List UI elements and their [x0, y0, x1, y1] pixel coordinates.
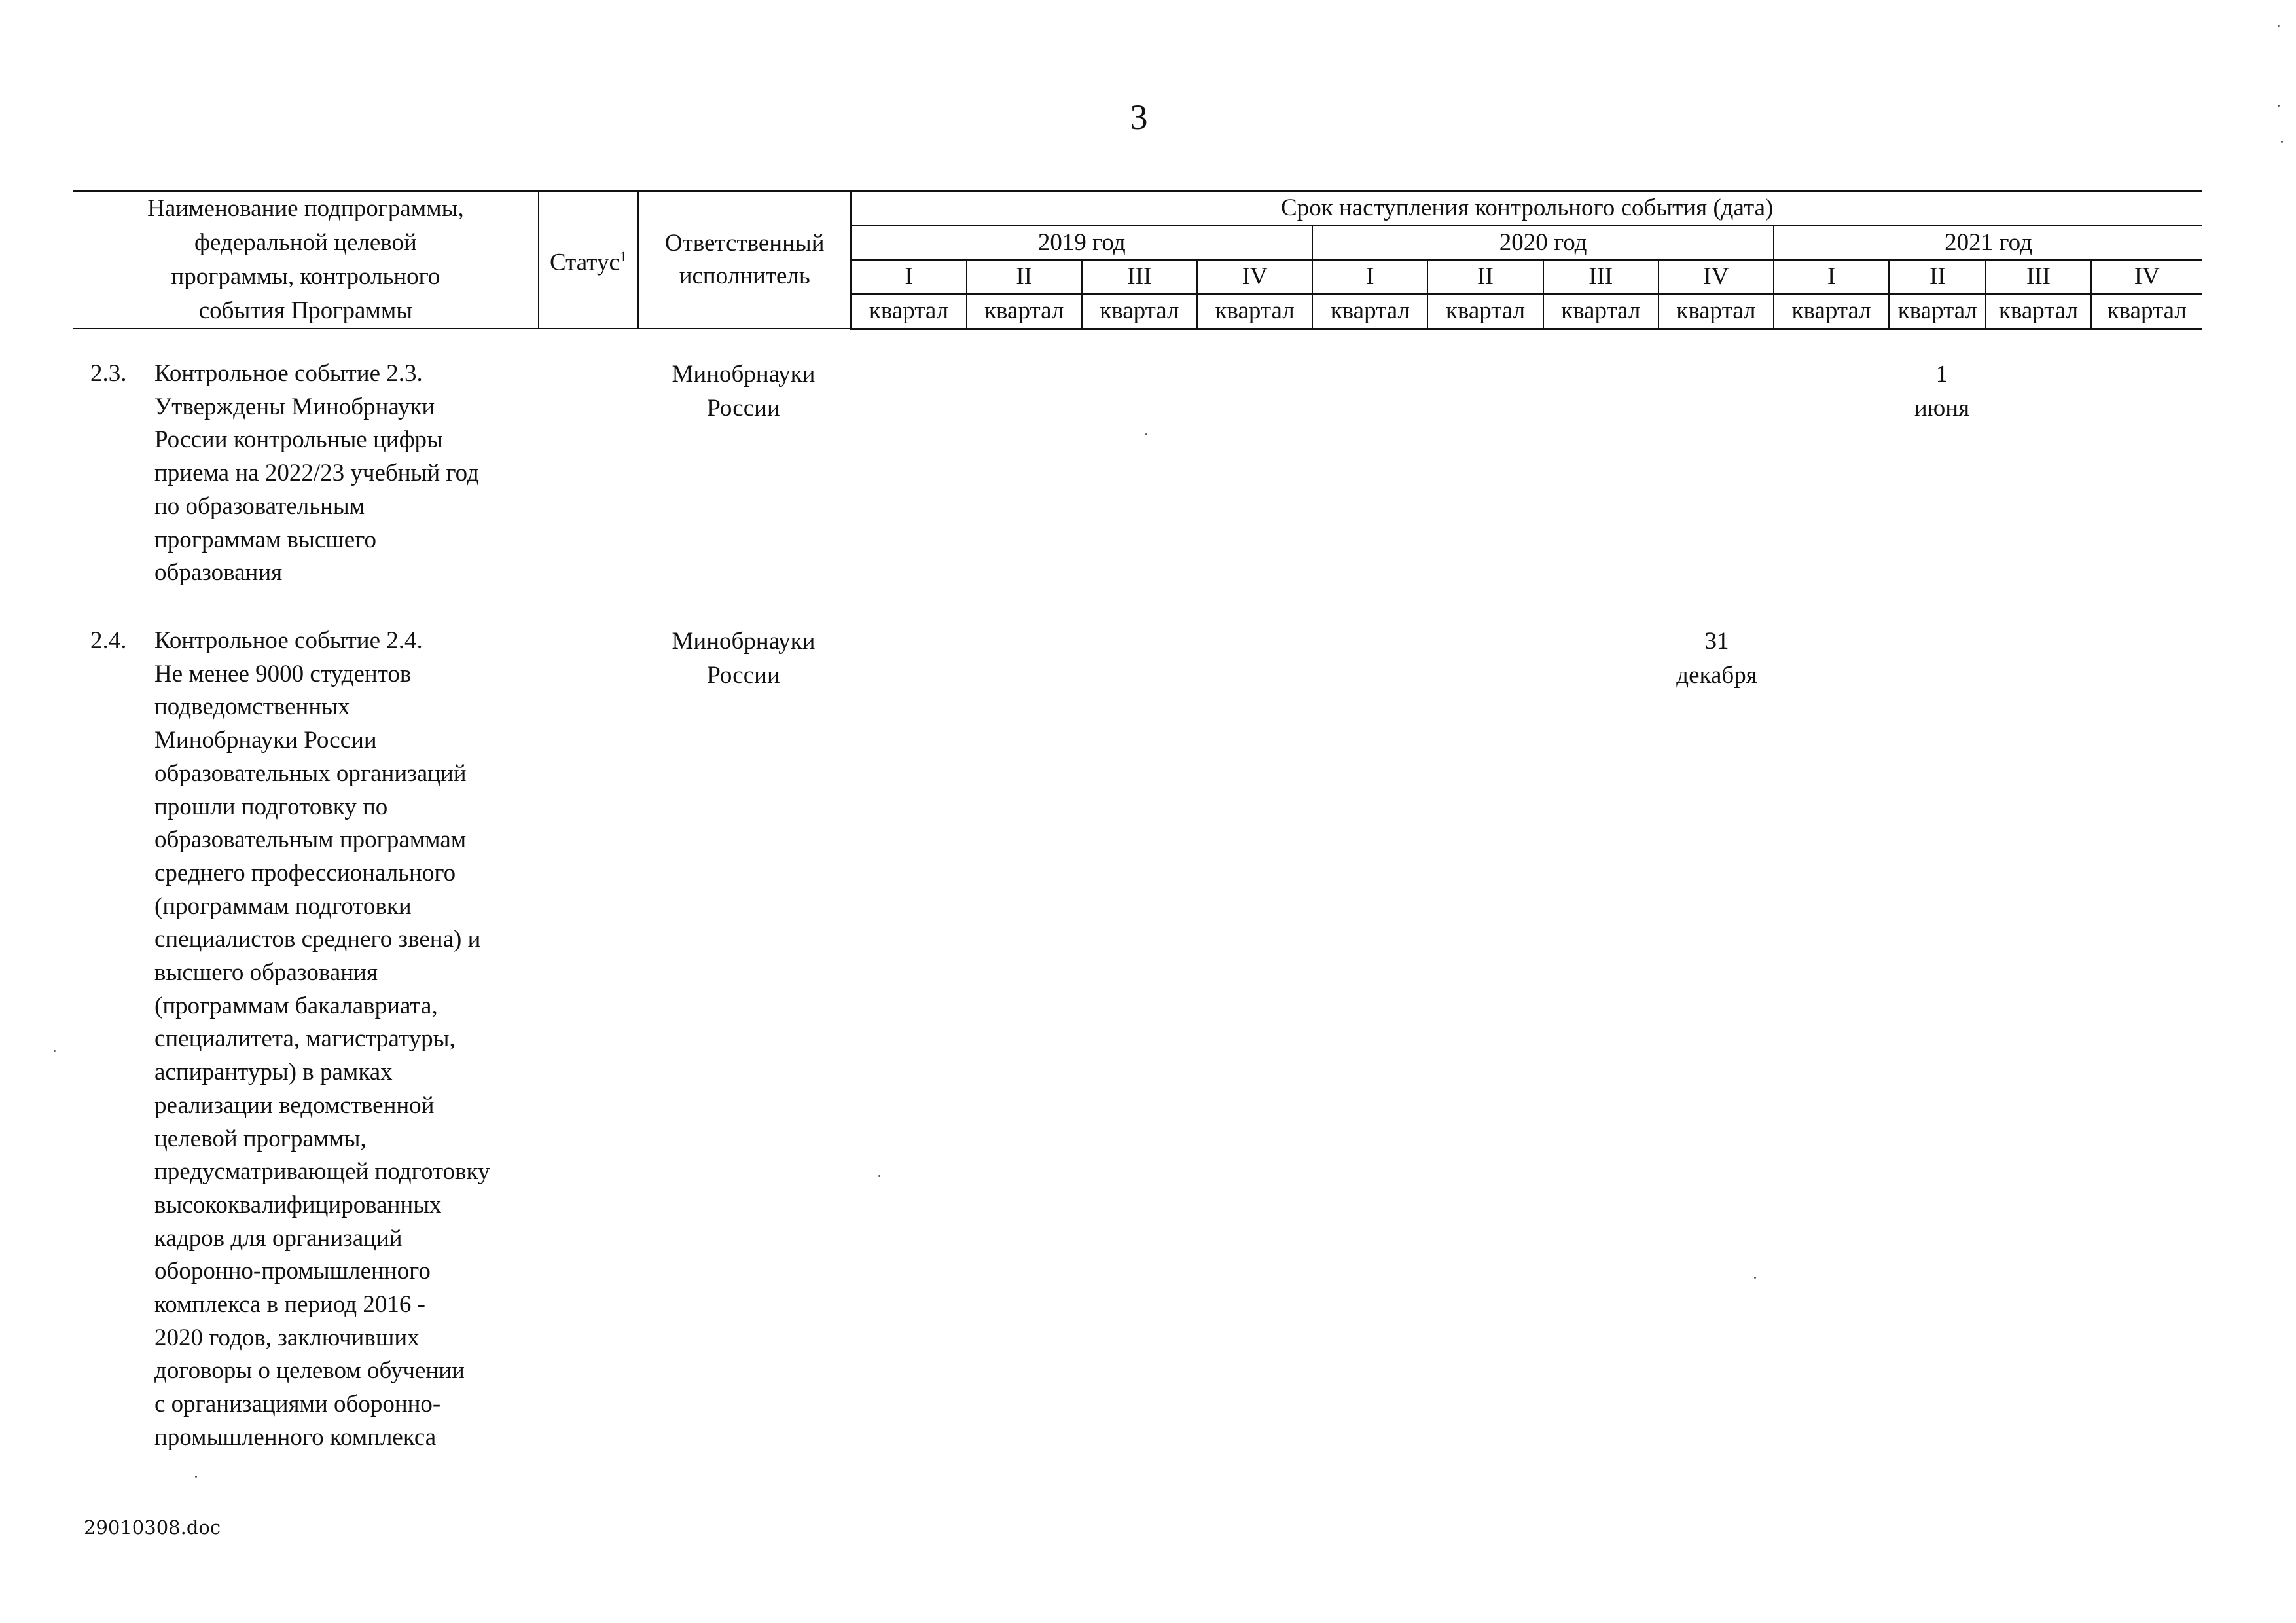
quarter-label: квартал — [967, 294, 1082, 329]
year-2020-header: 2020 год — [1312, 225, 1774, 259]
event-date: 31 декабря — [1676, 628, 1757, 689]
deadline-title: Срок наступления контрольного события (дата) — [851, 191, 2202, 226]
responsible-executor: Минобрнауки России — [672, 361, 816, 422]
scan-speck — [195, 1476, 197, 1478]
scan-speck — [2278, 25, 2280, 27]
quarter-label: квартал — [1312, 294, 1427, 329]
quarter-number: II — [967, 260, 1082, 294]
document-filename: 29010308.doc — [84, 1516, 221, 1539]
quarter-label: квартал — [2091, 294, 2202, 329]
quarter-number: II — [1889, 260, 1986, 294]
executor-column-header: Ответственный исполнитель — [638, 191, 851, 329]
deadline-table-header — [73, 190, 2202, 330]
status-column-header: Статус$^1$ — [539, 191, 638, 329]
quarter-label: квартал — [1543, 294, 1659, 329]
name-column-header: Наименование подпрограммы, федеральной целевой программы, контрольного события Программы — [73, 191, 539, 329]
quarter-label: квартал — [1889, 294, 1986, 329]
quarter-number: IV — [2091, 260, 2202, 294]
status-footnote: 1 — [619, 248, 627, 265]
event-description: Контрольное событие 2.3. Утверждены Минобрнауки России контрольные цифры приема на 2022/23 учебный год по образовательным программам высшего образования — [154, 360, 479, 587]
quarter-label: квартал — [1986, 294, 2090, 329]
quarter-number: III — [1986, 260, 2090, 294]
quarter-label: квартал — [851, 294, 966, 329]
quarter-label: квартал — [1774, 294, 1889, 329]
event-description: Контрольное событие 2.4. Не менее 9000 студентов подведомственных Минобрнауки России образовательных организаций прошли подготовку по образовательным программам среднего профессионального (программам подготовки специалистов среднего звена) и высшего образования (программам бакалавриата, специалитета, магистратуры, аспирантуры) в рамках реализации ведомственной целевой программы, предусматривающей подготовку высококвалифицированных кадров для организаций оборонно-промышленного комплекса в период 2016 - 2020 годов, заключивших договоры о целевом обучении с организациями оборонно- промышленного комплекса — [154, 627, 490, 1451]
year-2021-header: 2021 год — [1774, 225, 2202, 259]
quarter-label: квартал — [1082, 294, 1197, 329]
page-number: 3 — [1130, 98, 1148, 137]
quarter-number: I — [851, 260, 966, 294]
event-date: 1 июня — [1914, 361, 1970, 422]
scan-speck — [2281, 141, 2283, 143]
quarter-label: квартал — [1659, 294, 1774, 329]
scan-speck — [1145, 433, 1147, 435]
quarter-number: III — [1543, 260, 1659, 294]
scan-speck — [878, 1175, 880, 1177]
scan-speck — [2278, 105, 2280, 107]
scan-speck — [54, 1050, 56, 1052]
quarter-label: квартал — [1427, 294, 1543, 329]
quarter-number: II — [1427, 260, 1543, 294]
row-number: 2.4. — [90, 627, 127, 654]
responsible-executor: Минобрнауки России — [672, 628, 816, 689]
row-number: 2.3. — [90, 360, 127, 387]
year-2019-header: 2019 год — [851, 225, 1312, 259]
quarter-number: I — [1774, 260, 1889, 294]
quarter-number: III — [1082, 260, 1197, 294]
quarter-number: IV — [1659, 260, 1774, 294]
quarter-number: I — [1312, 260, 1427, 294]
quarter-label: квартал — [1197, 294, 1312, 329]
scan-speck — [1754, 1277, 1756, 1279]
quarter-number: IV — [1197, 260, 1312, 294]
